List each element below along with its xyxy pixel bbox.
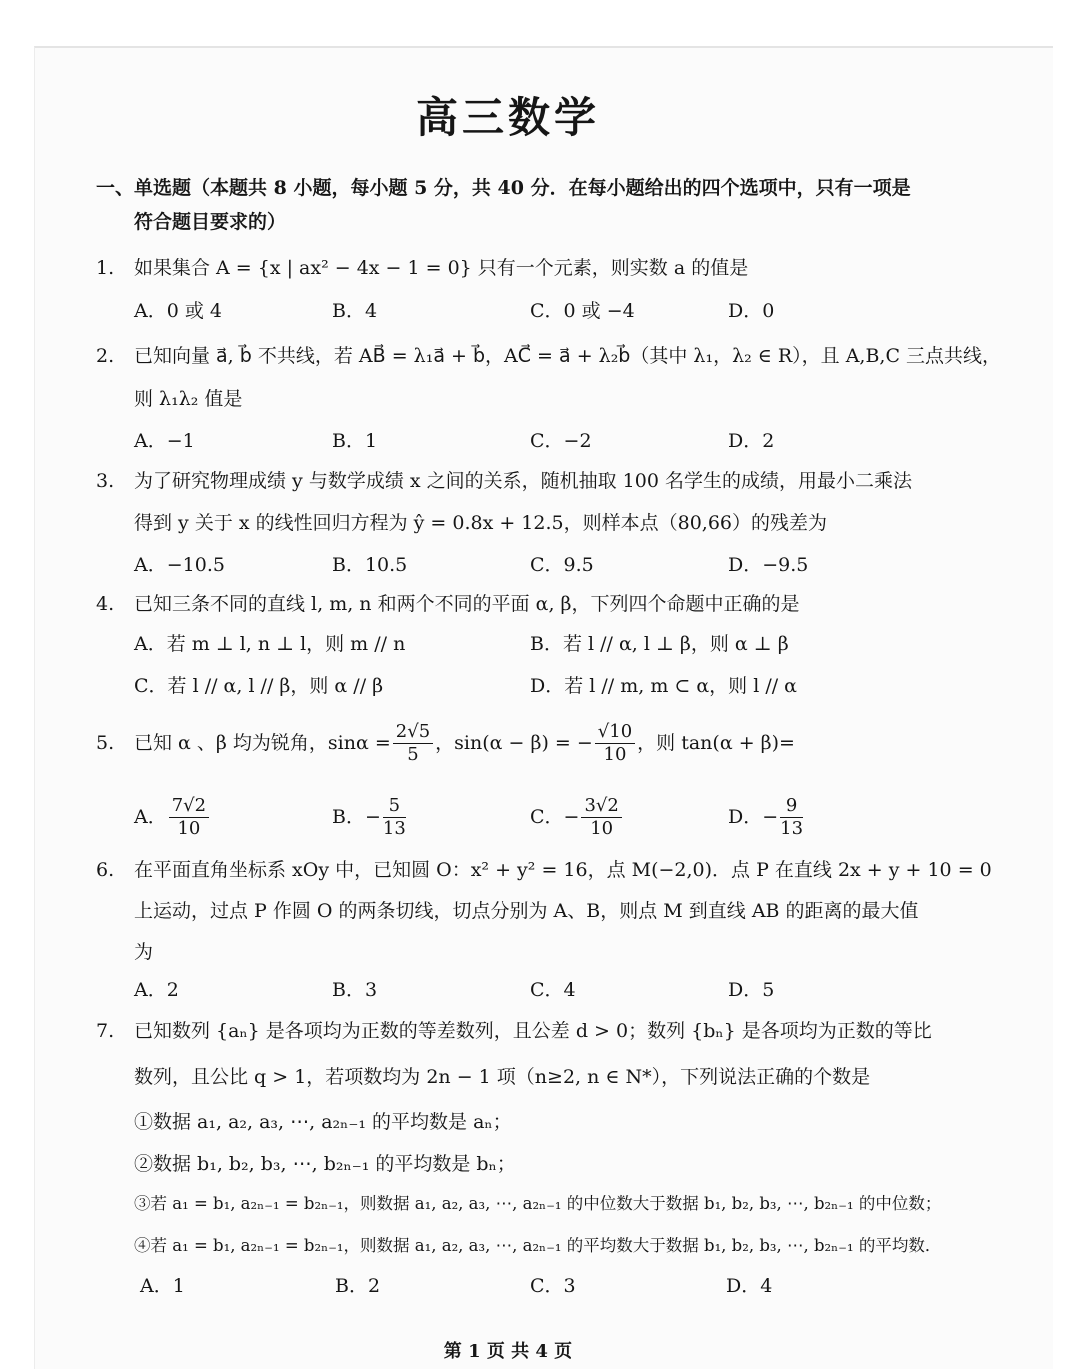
q7-item-1: ①数据 a₁, a₂, a₃, ⋯, a₂ₙ₋₁ 的平均数是 aₙ；: [134, 1111, 512, 1133]
q5-frac1-numerator: 2√5: [393, 721, 433, 744]
q2-option-a: A．−1: [134, 430, 195, 452]
q5-option-c: [530, 790, 624, 844]
q5-option-b-sign: −: [364, 806, 381, 828]
q5-sin-diff-fraction: [595, 721, 635, 766]
q1-option-a: A．0 或 4: [134, 300, 222, 322]
q7-item-3: ③若 a₁ = b₁, a₂ₙ₋₁ = b₂ₙ₋₁，则数据 a₁, a₂, a₃, ⋯, a₂ₙ₋₁ 的中位数大于数据 b₁, b₂, b₃, ⋯, b₂ₙ₋₁ 的中位数；: [134, 1194, 942, 1213]
q5-option-b-fraction: [383, 795, 406, 840]
q5-frac2-denominator: 10: [603, 743, 627, 765]
q3-option-c: C．9.5: [530, 554, 594, 576]
q5-sin-alpha-fraction: [393, 721, 433, 766]
q2-option-c: C．−2: [530, 430, 592, 452]
page-footer: 第 1 页 共 4 页: [443, 1341, 573, 1362]
q5-option-a-fraction: [169, 795, 209, 840]
q5-stem-part-a: 已知 α 、β 均为锐角，sinα =: [134, 732, 391, 754]
q5-stem-part-b: ，sin(α − β) = −: [435, 732, 593, 754]
page-title: 高三数学: [415, 93, 600, 142]
q5-option-d-sign: −: [762, 806, 779, 828]
q2-number: 2.: [96, 345, 115, 367]
q5-frac2-numerator: √10: [595, 721, 635, 744]
q3-option-a: A．−10.5: [134, 554, 225, 576]
q7-option-a: A．1: [140, 1275, 185, 1297]
q5-option-a-numerator: 7√2: [169, 795, 209, 818]
q7-number: 7.: [96, 1020, 115, 1042]
q5-option-d-label: D．: [728, 806, 763, 828]
q3-stem-line2: 得到 y 关于 x 的线性回归方程为 ŷ = 0.8x + 12.5，则样本点（80,66）的残差为: [134, 512, 828, 534]
q5-option-c-denominator: 10: [590, 817, 614, 839]
q6-stem-line3: 为: [134, 941, 154, 963]
q2-stem-line2: 则 λ₁λ₂ 值是: [134, 388, 243, 410]
q5-option-c-numerator: 3√2: [581, 795, 621, 818]
q7-option-c: C．3: [530, 1275, 576, 1297]
q3-option-d: D．−9.5: [728, 554, 809, 576]
q5-option-b: [332, 790, 408, 844]
q6-stem-line2: 上运动，过点 P 作圆 O 的两条切线，切点分别为 A、B，则点 M 到直线 AB 的距离的最大值: [134, 900, 919, 922]
q1-number: 1.: [96, 257, 115, 279]
q5-option-d-numerator: 9: [780, 795, 803, 818]
q5-option-a: [134, 790, 211, 844]
q4-option-d: D．若 l // m, m ⊂ α，则 l // α: [530, 675, 798, 697]
section-heading-cont: 符合题目要求的）: [134, 211, 287, 233]
q6-stem-line1: 在平面直角坐标系 xOy 中，已知圆 O：x² + y² = 16，点 M(−2,0)．点 P 在直线 2x + y + 10 = 0: [134, 859, 992, 881]
q2-stem-line1: 已知向量 a⃗, b⃗ 不共线，若 AB⃗ = λ₁a⃗ + b⃗，AC⃗ = a⃗ + λ₂b⃗（其中 λ₁，λ₂ ∈ R），且 A,B,C 三点共线，: [134, 345, 1002, 367]
q5-option-a-label: A．: [134, 806, 167, 828]
q1-option-b: B．4: [332, 300, 378, 322]
q6-number: 6.: [96, 859, 115, 881]
q5-option-b-denominator: 13: [382, 817, 406, 839]
q3-number: 3.: [96, 470, 115, 492]
q5-option-c-sign: −: [563, 806, 580, 828]
q5-option-c-label: C．: [530, 806, 564, 828]
q7-stem-line1: 已知数列 {aₙ} 是各项均为正数的等差数列，且公差 d > 0；数列 {bₙ} 是各项均为正数的等比: [134, 1020, 932, 1042]
q3-option-b: B．10.5: [332, 554, 408, 576]
q5-option-c-fraction: [581, 795, 621, 840]
q6-option-c: C．4: [530, 979, 576, 1001]
q2-option-d: D．2: [728, 430, 775, 452]
q5-frac1-denominator: 5: [407, 743, 419, 765]
q4-number: 4.: [96, 593, 115, 615]
q4-option-c: C．若 l // α, l // β，则 α // β: [134, 675, 384, 697]
q2-option-b: B．1: [332, 430, 378, 452]
q1-option-c: C．0 或 −4: [530, 300, 635, 322]
q6-option-b: B．3: [332, 979, 378, 1001]
q6-option-a: A．2: [134, 979, 179, 1001]
q4-option-a: A．若 m ⊥ l, n ⊥ l，则 m // n: [134, 633, 406, 655]
section-heading: 一、单选题（本题共 8 小题，每小题 5 分，共 40 分．在每小题给出的四个选项中，只有一项是: [96, 177, 911, 199]
q1-stem: 如果集合 A = {x | ax² − 4x − 1 = 0} 只有一个元素，则实数 a 的值是: [134, 257, 749, 279]
q5-option-b-numerator: 5: [383, 795, 406, 818]
q4-option-b: B．若 l // α, l ⊥ β，则 α ⊥ β: [530, 633, 789, 655]
q7-option-b: B．2: [335, 1275, 381, 1297]
q5-option-a-denominator: 10: [177, 817, 201, 839]
q4-stem: 已知三条不同的直线 l, m, n 和两个不同的平面 α, β，下列四个命题中正确的是: [134, 593, 800, 615]
q6-option-d: D．5: [728, 979, 775, 1001]
q7-item-4: ④若 a₁ = b₁, a₂ₙ₋₁ = b₂ₙ₋₁，则数据 a₁, a₂, a₃, ⋯, a₂ₙ₋₁ 的平均数大于数据 b₁, b₂, b₃, ⋯, b₂ₙ₋₁ 的平均数．: [134, 1236, 942, 1255]
q5-option-d-denominator: 13: [780, 817, 804, 839]
q5-stem-part-c: ，则 tan(α + β)=: [637, 732, 795, 754]
q1-option-d: D．0: [728, 300, 775, 322]
q5-stem: [134, 715, 795, 771]
q7-option-d: D．4: [726, 1275, 773, 1297]
q5-number: 5.: [96, 732, 115, 754]
q5-option-b-label: B．: [332, 806, 365, 828]
q5-option-d: [728, 790, 805, 844]
q5-option-d-fraction: [780, 795, 803, 840]
q7-item-2: ②数据 b₁, b₂, b₃, ⋯, b₂ₙ₋₁ 的平均数是 bₙ；: [134, 1153, 516, 1175]
q7-stem-line2: 数列，且公比 q > 1，若项数均为 2n − 1 项（n≥2, n ∈ N*），下列说法正确的个数是: [134, 1066, 871, 1088]
q3-stem-line1: 为了研究物理成绩 y 与数学成绩 x 之间的关系，随机抽取 100 名学生的成绩，用最小二乘法: [134, 470, 912, 492]
